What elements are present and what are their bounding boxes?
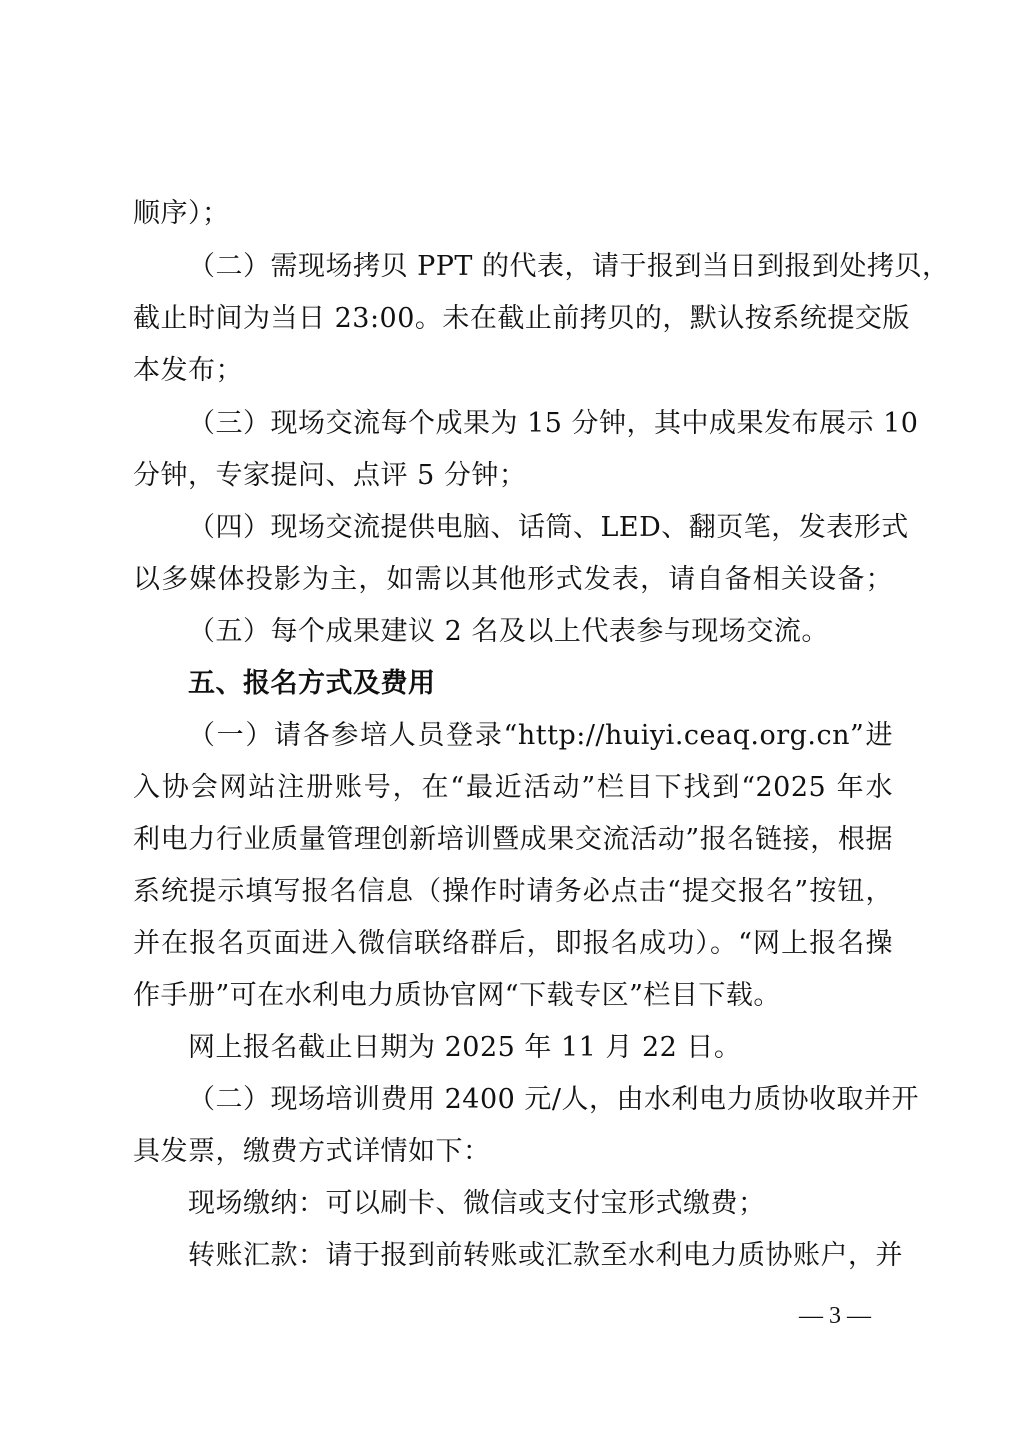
text-line: （四）现场交流提供电脑、话筒、LED、翻页笔，发表形式 (188, 512, 909, 543)
text-line: （二）现场培训费用 2400 元/人，由水利电力质协收取并开 (188, 1084, 919, 1115)
text-line: （二）需现场拷贝 PPT 的代表，请于报到当日到报到处拷贝， (188, 251, 950, 282)
text-line: 本发布； (133, 355, 243, 386)
text-line: 作手册”可在水利电力质协官网“下载专区”栏目下载。 (133, 980, 781, 1011)
text-line: 转账汇款：请于报到前转账或汇款至水利电力质协账户，并 (188, 1240, 903, 1271)
text-line: 并在报名页面进入微信联络群后，即报名成功）。“网上报名操 (133, 928, 893, 959)
text-line: 分钟，专家提问、点评 5 分钟； (133, 460, 527, 491)
section-heading: 五、报名方式及费用 (188, 668, 436, 699)
page-number: — 3 — (799, 1303, 871, 1329)
text-line: 具发票，缴费方式详情如下： (133, 1136, 491, 1167)
text-line: 现场缴纳：可以刷卡、微信或支付宝形式缴费； (188, 1188, 766, 1219)
text-line: 顺序）； (133, 198, 230, 229)
text-line: （五）每个成果建议 2 名及以上代表参与现场交流。 (188, 616, 829, 647)
text-line: （三）现场交流每个成果为 15 分钟，其中成果发布展示 10 (188, 408, 919, 439)
text-line: 系统提示填写报名信息（操作时请务必点击“提交报名”按钮， (133, 876, 893, 907)
text-line: 利电力行业质量管理创新培训暨成果交流活动”报名链接，根据 (133, 824, 893, 855)
text-line: 入协会网站注册账号，在“最近活动”栏目下找到“2025 年水 (133, 772, 893, 803)
text-line: （一）请各参培人员登录“http://huiyi.ceaq.org.cn”进 (188, 720, 893, 751)
text-line: 以多媒体投影为主，如需以其他形式发表，请自备相关设备； (133, 564, 893, 595)
text-line: 网上报名截止日期为 2025 年 11 月 22 日。 (188, 1032, 742, 1063)
text-line: 截止时间为当日 23:00。未在截止前拷贝的，默认按系统提交版 (133, 303, 910, 334)
